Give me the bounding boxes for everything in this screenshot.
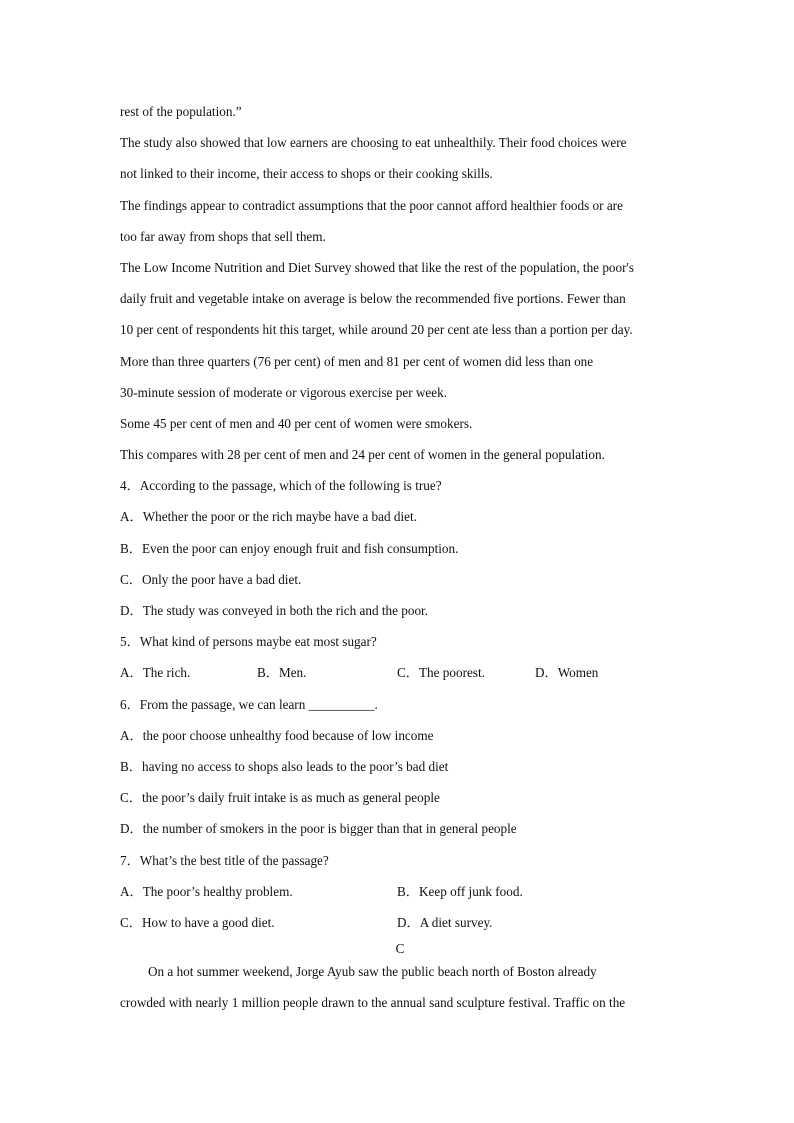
- passage-b-line: too far away from shops that sell them.: [120, 228, 326, 244]
- question-5-options: [120, 661, 680, 692]
- passage-b-line: The study also showed that low earners are choosing to eat unhealthily. Their food choices were: [120, 135, 627, 151]
- passage-b-line: This compares with 28 per cent of men and 24 per cent of women in the general population.: [120, 447, 605, 463]
- question-5-stem: 5．What kind of persons maybe eat most sugar?: [120, 634, 377, 650]
- question-6-option-b: B．having no access to shops also leads to the poor’s bad diet: [120, 758, 449, 774]
- passage-b-line: 30-minute session of moderate or vigorous exercise per week.: [120, 384, 448, 400]
- question-5-option-d: D．Women: [535, 665, 599, 681]
- question-4-option-d: D．The study was conveyed in both the rich and the poor.: [120, 603, 429, 618]
- passage-b-line: rest of the population.”: [120, 104, 242, 119]
- question-7-option-d: D．A diet survey.: [397, 914, 493, 930]
- passage-b-line: Some 45 per cent of men and 40 per cent of women were smokers.: [120, 415, 473, 431]
- question-6-option-d: D．the number of smokers in the poor is bigger than that in general people: [120, 821, 517, 837]
- question-4-stem: 4．According to the passage, which of the following is true?: [120, 478, 442, 494]
- passage-b-line: not linked to their income, their access to shops or their cooking skills.: [120, 166, 493, 182]
- passage-b-line: The Low Income Nutrition and Diet Survey showed that like the rest of the population, the poor's: [120, 259, 635, 275]
- document-page: [120, 100, 680, 1022]
- passage-c-heading: C: [395, 941, 405, 957]
- question-6-option-c: C．the poor’s daily fruit intake is as much as general people: [120, 790, 440, 806]
- passage-b-line: daily fruit and vegetable intake on average is below the recommended five portions. Fewer than: [120, 291, 626, 307]
- question-7-option-a: A．The poor’s healthy problem.: [120, 883, 293, 899]
- question-6-stem: 6．From the passage, we can learn __________.: [120, 696, 378, 712]
- question-7-stem: 7．What’s the best title of the passage?: [120, 852, 329, 868]
- passage-b-line: More than three quarters (76 per cent) of men and 81 per cent of women did less than one: [120, 353, 594, 369]
- question-7-option-c: C．How to have a good diet.: [120, 914, 275, 930]
- passage-c-line: On a hot summer weekend, Jorge Ayub saw the public beach north of Boston already: [148, 964, 597, 980]
- question-4-option-b: B．Even the poor can enjoy enough fruit and fish consumption.: [120, 540, 459, 556]
- question-5-option-a: A．The rich.: [120, 665, 191, 681]
- question-5-option-c: C．The poorest.: [397, 665, 485, 681]
- question-7-options-row-1: [120, 880, 680, 911]
- question-5-option-b: B．Men.: [257, 665, 307, 681]
- passage-c-line: crowded with nearly 1 million people drawn to the annual sand sculpture festival. Traffic on the: [120, 995, 626, 1011]
- question-6-option-a: A．the poor choose unhealthy food because of low income: [120, 727, 434, 743]
- question-4-option-c: C．Only the poor have a bad diet.: [120, 571, 302, 587]
- passage-b-line: 10 per cent of respondents hit this target, while around 20 per cent ate less than a portion per day.: [120, 322, 633, 338]
- question-7-option-b: B．Keep off junk food.: [397, 883, 523, 899]
- passage-b-line: The findings appear to contradict assumptions that the poor cannot afford healthier foods or are: [120, 197, 623, 213]
- question-4-option-a: A．Whether the poor or the rich maybe have a bad diet.: [120, 509, 417, 525]
